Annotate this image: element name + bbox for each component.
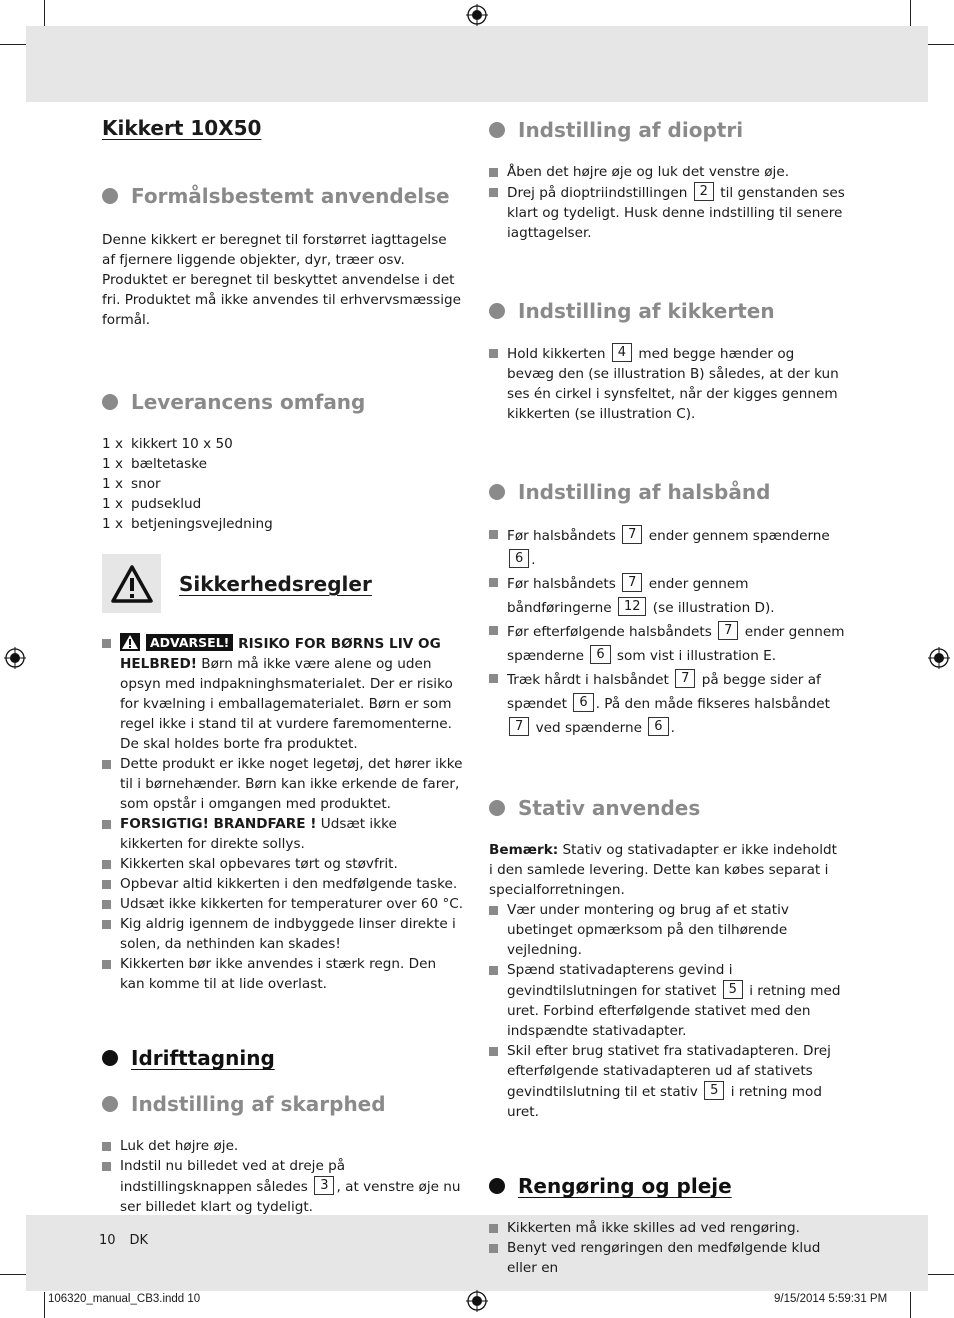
- header-band: [26, 26, 928, 102]
- page-number: 10: [99, 1233, 116, 1248]
- bullet-dot-icon: [102, 188, 118, 204]
- registration-mark-icon: [928, 647, 950, 669]
- focus-list: [102, 1136, 464, 1217]
- list-item: Åben det højre øje og luk det venstre øje.: [489, 162, 845, 182]
- crop-mark: [0, 1274, 26, 1275]
- bullet-dot-icon: [102, 1096, 118, 1112]
- bullet-dot-icon: [102, 1050, 118, 1066]
- print-slug-date: 9/15/2014 5:59:31 PM: [774, 1293, 888, 1305]
- crop-mark: [44, 0, 45, 26]
- list-item: Dette produkt er ikke noget legetøj, det hører ikke til i børnehænder. Børn kan ikke erkende de farer, som opstår i omgangen med produktet.: [102, 754, 464, 814]
- page-footer: [99, 1233, 162, 1248]
- list-item: 1 x snor: [102, 476, 161, 492]
- part-number-box: 4: [612, 343, 632, 362]
- language-code: DK: [129, 1233, 149, 1248]
- part-number-box: 3: [314, 1176, 334, 1195]
- safety-heading-block: [102, 554, 464, 613]
- bullet-dot-icon: [489, 484, 505, 500]
- list-item: Træk hårdt i halsbåndet 7 på begge sider af spændet 6 . På den måde fikseres halsbåndet 7 ved spænderne 6 .: [489, 668, 845, 740]
- section-heading-cleaning: Rengøring og pleje: [489, 1174, 845, 1198]
- small-warning-icon: [120, 633, 140, 651]
- crop-mark: [910, 1292, 911, 1318]
- list-item: Før halsbåndets 7 ender gennem spænderne 6 .: [489, 524, 845, 572]
- list-item: Kikkerten bør ikke anvendes i stærk regn. Den kan komme til at lide overlast.: [102, 954, 464, 994]
- crop-mark: [928, 1274, 954, 1275]
- list-item: Opbevar altid kikkerten i den medfølgende taske.: [102, 874, 464, 894]
- section-heading-diopter: Indstilling af dioptri: [489, 118, 845, 142]
- binoculars-list: [489, 343, 845, 424]
- right-column: [489, 108, 845, 1278]
- section-heading-delivery: Leverancens omfang: [102, 390, 464, 414]
- list-item: Luk det højre øje.: [102, 1136, 464, 1156]
- section-heading-operation: Idrifttagning: [102, 1046, 464, 1070]
- list-item: Før halsbåndets 7 ender gennem båndføringerne 12 (se illustration D).: [489, 572, 845, 620]
- list-item: Vær under montering og brug af et stativ ubetinget opmærksom på den tilhørende vejledning.: [489, 900, 845, 960]
- bullet-dot-icon: [102, 394, 118, 410]
- bullet-dot-icon: [489, 303, 505, 319]
- list-item: Skil efter brug stativet fra stativadapteren. Drej efterfølgende stativadapteren ud af stativets gevindtilslutning til et stativ 5 i retning mod uret.: [489, 1041, 845, 1122]
- tripod-note: Bemærk: Stativ og stativadapter er ikke indeholdt i den samlede levering. Dette kan købes separat i specialforretningen.: [489, 842, 837, 898]
- cleaning-list: [489, 1218, 845, 1278]
- tripod-list: [489, 900, 845, 1122]
- warning-badge: ADVARSEL!: [146, 634, 233, 651]
- crop-mark: [44, 1292, 45, 1318]
- registration-mark-icon: [466, 1290, 488, 1312]
- left-column: [102, 108, 464, 1217]
- list-item: Drej på dioptriindstillingen 2 til genstanden ses klart og tydeligt. Husk denne indstilling til senere iagttagelser.: [489, 182, 845, 243]
- list-item: FORSIGTIG! BRANDFARE ! Udsæt ikke kikkerten for direkte sollys.: [102, 814, 464, 854]
- section-heading-focus: Indstilling af skarphed: [102, 1092, 464, 1116]
- list-item: Før efterfølgende halsbåndets 7 ender gennem spænderne 6 som vist i illustration E.: [489, 620, 845, 668]
- safety-list: [102, 633, 464, 994]
- list-item: Spænd stativadapterens gevind i gevindtilslutningen for stativet 5 i retning med uret. Forbind efterfølgende stativet med den indspændte stativadapter.: [489, 960, 845, 1041]
- strap-list: [489, 524, 845, 740]
- registration-mark-icon: [466, 4, 488, 26]
- diopter-list: [489, 162, 845, 243]
- list-item: Udsæt ikke kikkerten for temperaturer over 60 °C.: [102, 894, 464, 914]
- part-number-box: 2: [694, 182, 714, 201]
- list-item: Kig aldrig igennem de indbyggede linser direkte i solen, da nethinden kan skades!: [102, 914, 464, 954]
- bullet-dot-icon: [489, 122, 505, 138]
- crop-mark: [910, 0, 911, 26]
- section-heading-binoculars: Indstilling af kikkerten: [489, 299, 845, 323]
- section-heading-strap: Indstilling af halsbånd: [489, 480, 845, 504]
- list-item: Benyt ved rengøringen den medfølgende klud eller en: [489, 1238, 845, 1278]
- crop-mark: [928, 44, 954, 45]
- crop-mark: [0, 44, 26, 45]
- list-item: Hold kikkerten 4 med begge hænder og bevæg den (se illustration B) således, at der kun ses én cirkel i synsfeltet, når der kigges gennem kikkerten (se illustration C).: [489, 343, 845, 424]
- print-slug-file: 106320_manual_CB3.indd 10: [48, 1293, 201, 1305]
- list-item: 1 x betjeningsvejledning: [102, 516, 273, 532]
- section-heading-safety: Sikkerhedsregler: [179, 571, 372, 596]
- registration-mark-icon: [4, 647, 26, 669]
- list-item: Kikkerten skal opbevares tørt og støvfrit.: [102, 854, 464, 874]
- list-item: Kikkerten må ikke skilles ad ved rengøring.: [489, 1218, 845, 1238]
- intended-use-text: Denne kikkert er beregnet til forstørret iagttagelse af fjernere liggende objekter, dyr, træer osv. Produktet er beregnet til beskyttet anvendelse i det fri. Produktet må ikke anvendes til erhvervsmæssige formål.: [102, 232, 461, 328]
- page-title: Kikkert 10X50: [102, 116, 262, 140]
- list-item: 1 x pudseklud: [102, 496, 202, 512]
- section-heading-intended-use: Formålsbestemt anvendelse: [102, 184, 464, 208]
- bullet-dot-icon: [489, 800, 505, 816]
- section-heading-tripod: Stativ anvendes: [489, 796, 845, 820]
- warning-triangle-icon: [102, 554, 161, 613]
- list-item: 1 x bæltetaske: [102, 456, 207, 472]
- delivery-list: [102, 434, 464, 534]
- list-item: 1 x kikkert 10 x 50: [102, 436, 233, 452]
- list-item: ADVARSEL! RISIKO FOR BØRNS LIV OG HELBRED! Børn må ikke være alene og uden opsyn med indpakninghsmaterialet. Der er risiko for kvælning i emballagematerialet. Børn er som regel ikke i stand til at vurdere faremomenterne. De skal holdes borte fra produktet.: [102, 633, 464, 754]
- bullet-dot-icon: [489, 1178, 505, 1194]
- list-item: Indstil nu billedet ved at dreje på indstillingsknappen således 3 , at venstre øje nu ser billedet klart og tydeligt.: [102, 1156, 464, 1217]
